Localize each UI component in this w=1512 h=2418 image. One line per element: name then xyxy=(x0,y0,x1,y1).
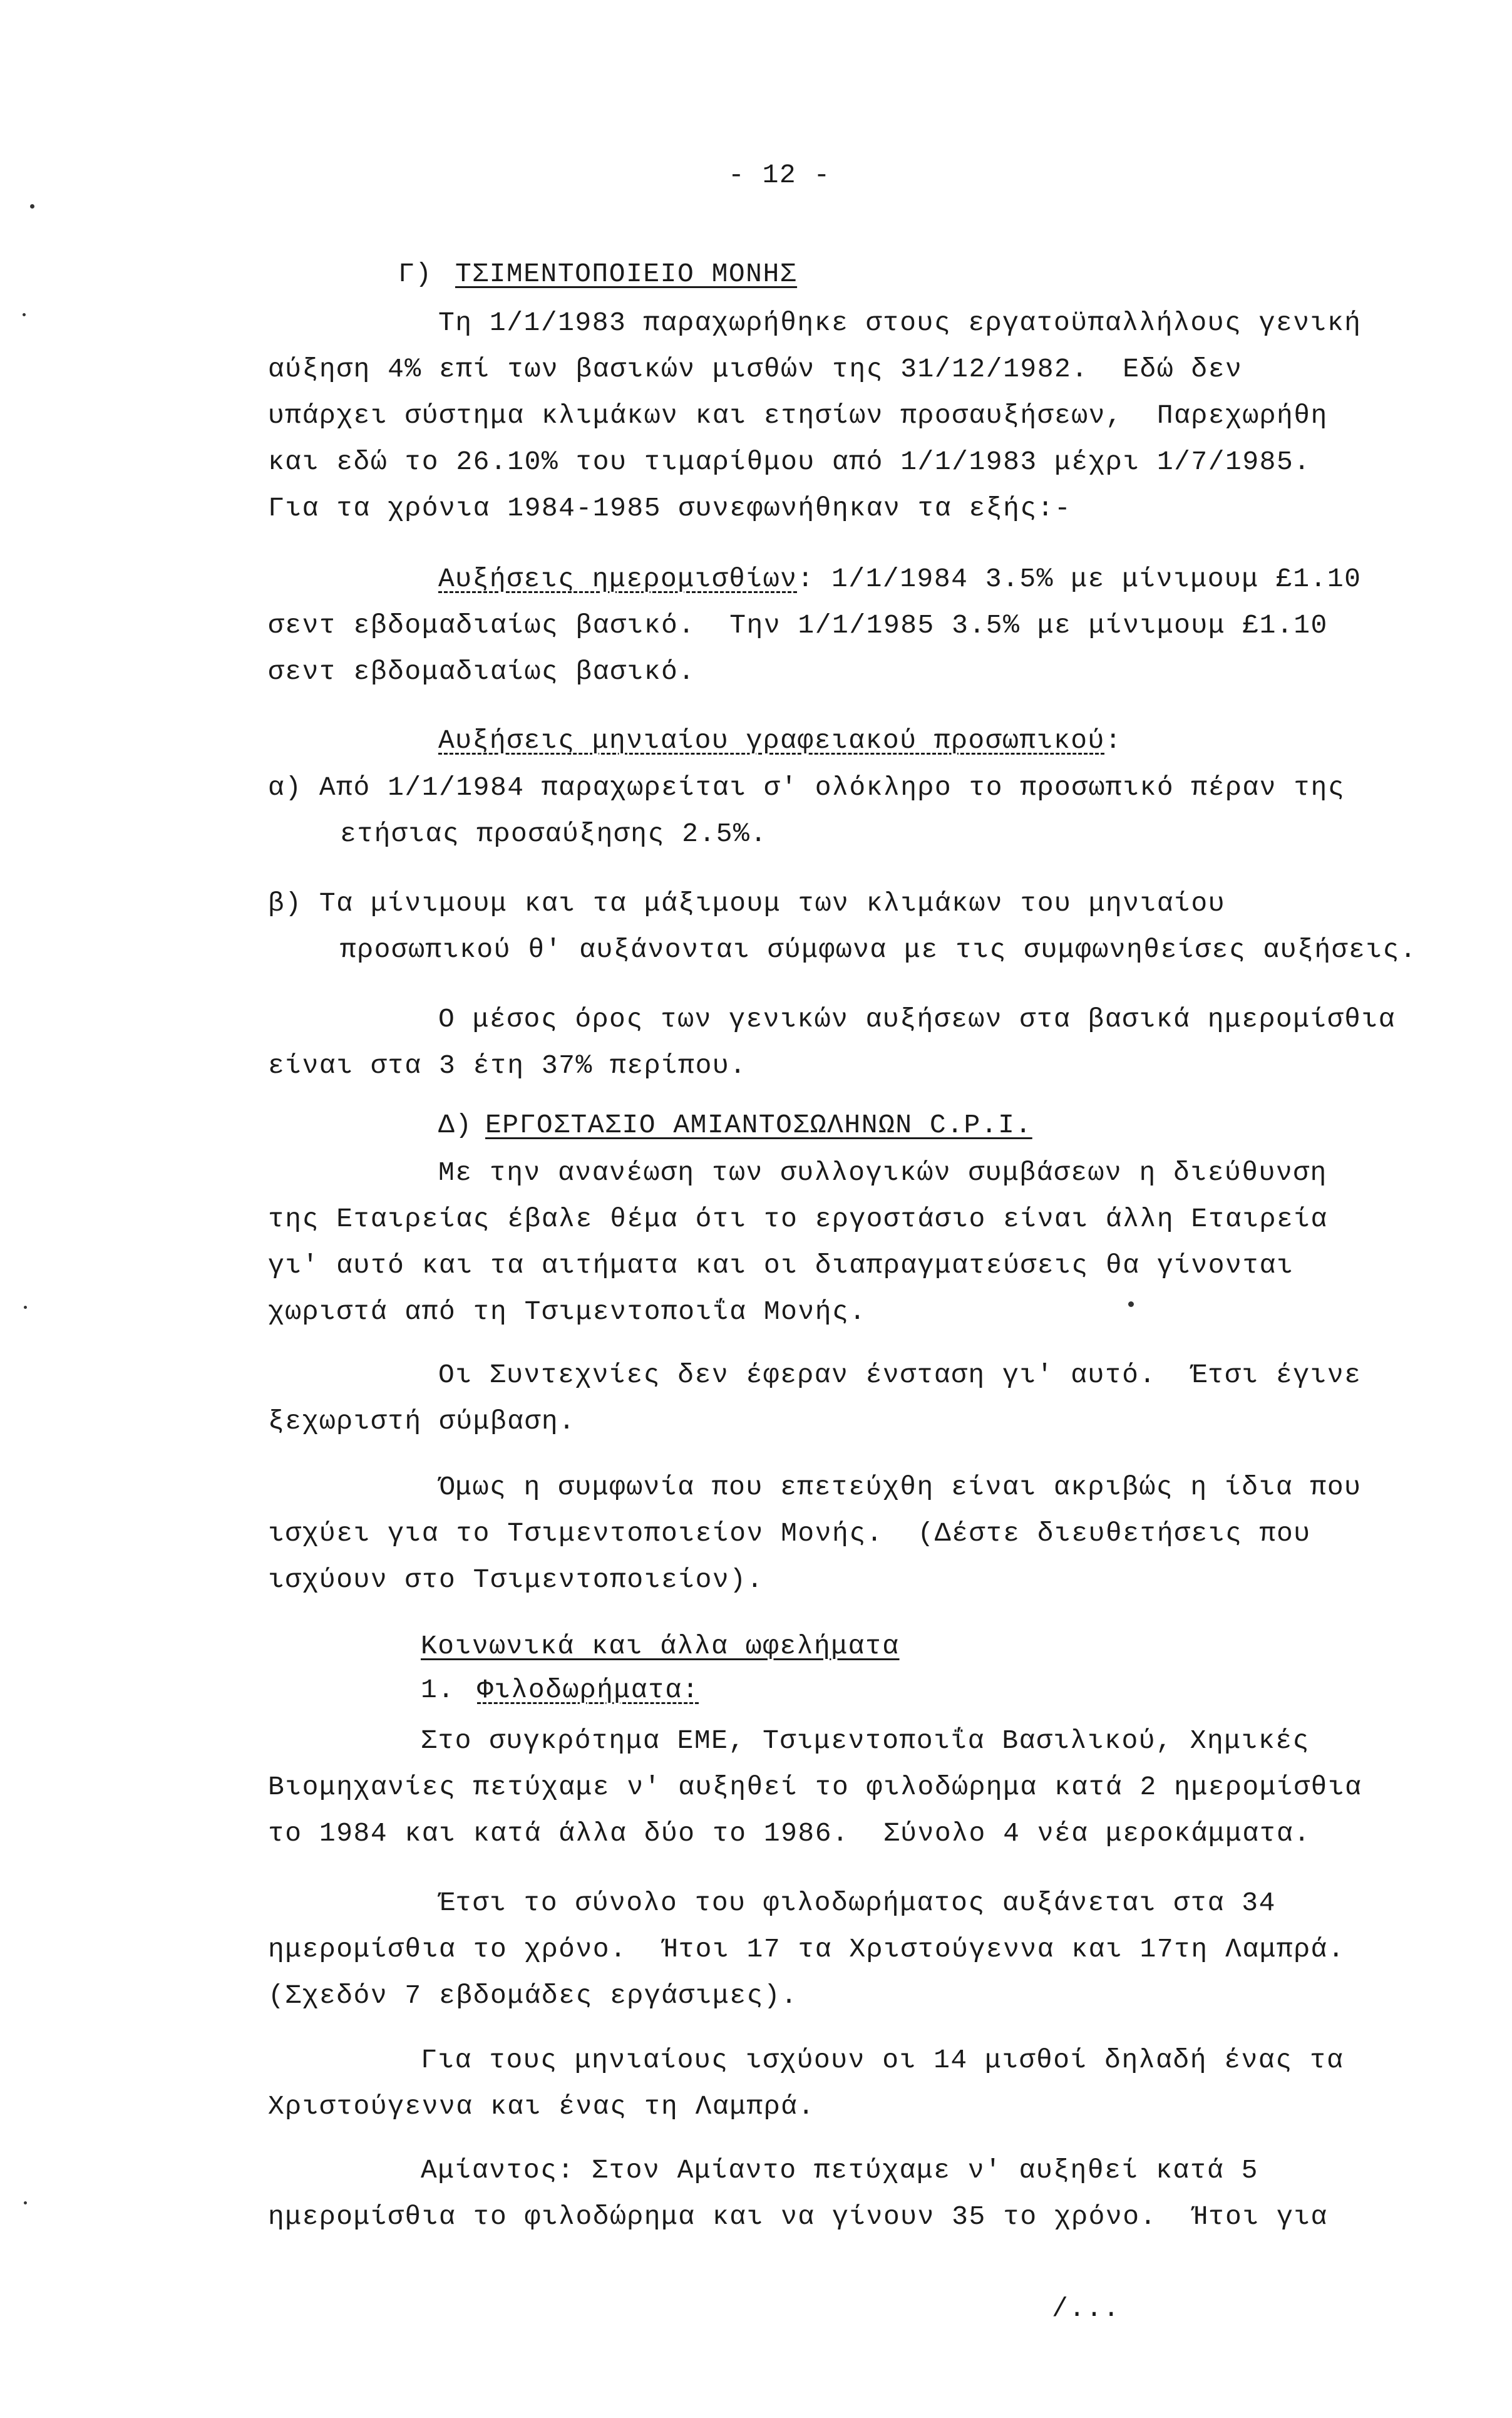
benefits-para4-line1: Αμίαντος: Στον Αμίαντο πετύχαμε ν' αυξηθεί κατά 5 xyxy=(421,2155,1258,2186)
continuation-mark: /... xyxy=(1052,2293,1121,2324)
daily-raises-label: Αυξήσεις ημερομισθίων xyxy=(438,564,798,594)
section-c-para1-line4: και εδώ το 26.10% του τιμαρίθμου από 1/1/1983 μέχρι 1/7/1985. xyxy=(268,447,1311,477)
item-b-line2: προσωπικού θ' αυξάνονται σύμφωνα με τις συμφωνηθείσες αυξήσεις. xyxy=(340,934,1417,965)
section-c-heading: ΤΣΙΜΕΝΤΟΠΟΙΕΙΟ ΜΟΝΗΣ xyxy=(455,259,798,289)
section-d-para1-line3: γι' αυτό και τα αιτήματα και οι διαπραγματεύσεις θα γίνονται xyxy=(268,1250,1294,1281)
daily-raises-line xyxy=(438,562,1361,597)
benefits-para2-line1: Έτσι το σύνολο του φιλοδωρήματος αυξάνεται στα 34 xyxy=(438,1888,1276,1918)
section-d-para1-line4: χωριστά από τη Τσιμεντοποιΐα Μονής. xyxy=(268,1296,867,1327)
scan-speck xyxy=(24,2201,27,2204)
average-line2: είναι στα 3 έτη 37% περίπου. xyxy=(268,1050,747,1081)
benefits-para1-line2: Βιομηχανίες πετύχαμε ν' αυξηθεί το φιλοδώρημα κατά 2 ημερομίσθια xyxy=(268,1772,1362,1802)
benefits-heading: Κοινωνικά και άλλα ωφελήματα xyxy=(421,1631,900,1661)
section-c-para1-line1: Τη 1/1/1983 παραχωρήθηκε στους εργατοϋπαλλήλους γενική xyxy=(438,307,1362,338)
monthly-raises-label: Αυξήσεις μηνιαίου γραφειακού προσωπικού xyxy=(438,725,1105,756)
average-line1: Ο μέσος όρος των γενικών αυξήσεων στα βασικά ημερομίσθια xyxy=(438,1004,1396,1035)
monthly-raises-line xyxy=(438,723,1122,758)
section-d-para3-line2: ισχύει για το Τσιμεντοποιείον Μονής. (Δέστε διευθετήσεις που xyxy=(268,1518,1311,1549)
benefits-para3-line2: Χριστούγεννα και ένας τη Λαμπρά. xyxy=(268,2091,815,2122)
benefits-para3-line1: Για τους μηνιαίους ισχύουν οι 14 μισθοί δηλαδή ένας τα xyxy=(421,2045,1344,2075)
section-d-heading: ΕΡΓΟΣΤΑΣΙΟ ΑΜΙΑΝΤΟΣΩΛΗΝΩΝ C.P.I. xyxy=(485,1110,1032,1140)
section-d-para2-line1: Οι Συντεχνίες δεν έφεραν ένσταση γι' αυτό. Έτσι έγινε xyxy=(438,1360,1362,1390)
benefits-para1-line1: Στο συγκρότημα ΕΜΕ, Τσιμεντοποιΐα Βασιλικού, Χημικές xyxy=(421,1725,1310,1756)
page-number: - 12 - xyxy=(728,160,831,190)
scan-speck xyxy=(23,313,26,316)
section-d-para1-line2: της Εταιρείας έβαλε θέμα ότι το εργοστάσιο είναι άλλη Εταιρεία xyxy=(268,1204,1328,1234)
section-d-para1-line1: Με την ανανέωση των συλλογικών συμβάσεων η διεύθυνση xyxy=(438,1157,1327,1188)
item-a-line1: α) Από 1/1/1984 παραχωρείται σ' ολόκληρο το προσωπικό πέραν της xyxy=(268,772,1345,803)
benefits-sub-number: 1. xyxy=(421,1675,455,1705)
section-c-para1-line5: Για τα χρόνια 1984-1985 συνεφωνήθηκαν τα εξής:- xyxy=(268,493,1072,524)
daily-raises-line2: σεντ εβδομαδιαίως βασικό. Την 1/1/1985 3.5% με μίνιμουμ £1.10 xyxy=(268,610,1328,641)
section-c-marker: Γ) xyxy=(398,259,433,289)
section-c-para1-line3: υπάρχει σύστημα κλιμάκων και ετησίων προσαυξήσεων, Παρεχωρήθη xyxy=(268,400,1328,431)
item-b-line1: β) Τα μίνιμουμ και τα μάξιμουμ των κλιμάκων του μηνιαίου xyxy=(268,888,1226,919)
item-a-line2: ετήσιας προσαύξησης 2.5%. xyxy=(340,819,768,849)
daily-raises-line3: σεντ εβδομαδιαίως βασικό. xyxy=(268,656,696,687)
scan-speck xyxy=(24,1306,27,1309)
benefits-para4-line2: ημερομίσθια το φιλοδώρημα και να γίνουν 35 το χρόνο. Ήτοι για xyxy=(268,2201,1328,2232)
benefits-para2-line2: ημερομίσθια το χρόνο. Ήτοι 17 τα Χριστούγεννα και 17τη Λαμπρά. xyxy=(268,1934,1345,1965)
scan-speck xyxy=(1128,1301,1134,1307)
section-d-marker: Δ) xyxy=(438,1110,473,1140)
section-d-para3-line1: Όμως η συμφωνία που επετεύχθη είναι ακριβώς η ίδια που xyxy=(438,1472,1362,1502)
section-d-para2-line2: ξεχωριστή σύμβαση. xyxy=(268,1406,576,1437)
scan-speck xyxy=(30,204,34,209)
benefits-para1-line3: το 1984 και κατά άλλα δύο το 1986. Σύνολο 4 νέα μεροκάμματα. xyxy=(268,1818,1311,1849)
section-c-para1-line2: αύξηση 4% επί των βασικών μισθών της 31/12/1982. Εδώ δεν xyxy=(268,354,1243,385)
daily-raises-text: : 1/1/1984 3.5% με μίνιμουμ £1.10 xyxy=(797,564,1362,594)
section-d-para3-line3: ισχύουν στο Τσιμεντοποιείον). xyxy=(268,1564,764,1595)
benefits-para2-line3: (Σχεδόν 7 εβδομάδες εργάσιμες). xyxy=(268,1980,798,2011)
benefits-sub-heading: Φιλοδωρήματα: xyxy=(477,1675,699,1705)
monthly-raises-colon: : xyxy=(1104,725,1123,756)
